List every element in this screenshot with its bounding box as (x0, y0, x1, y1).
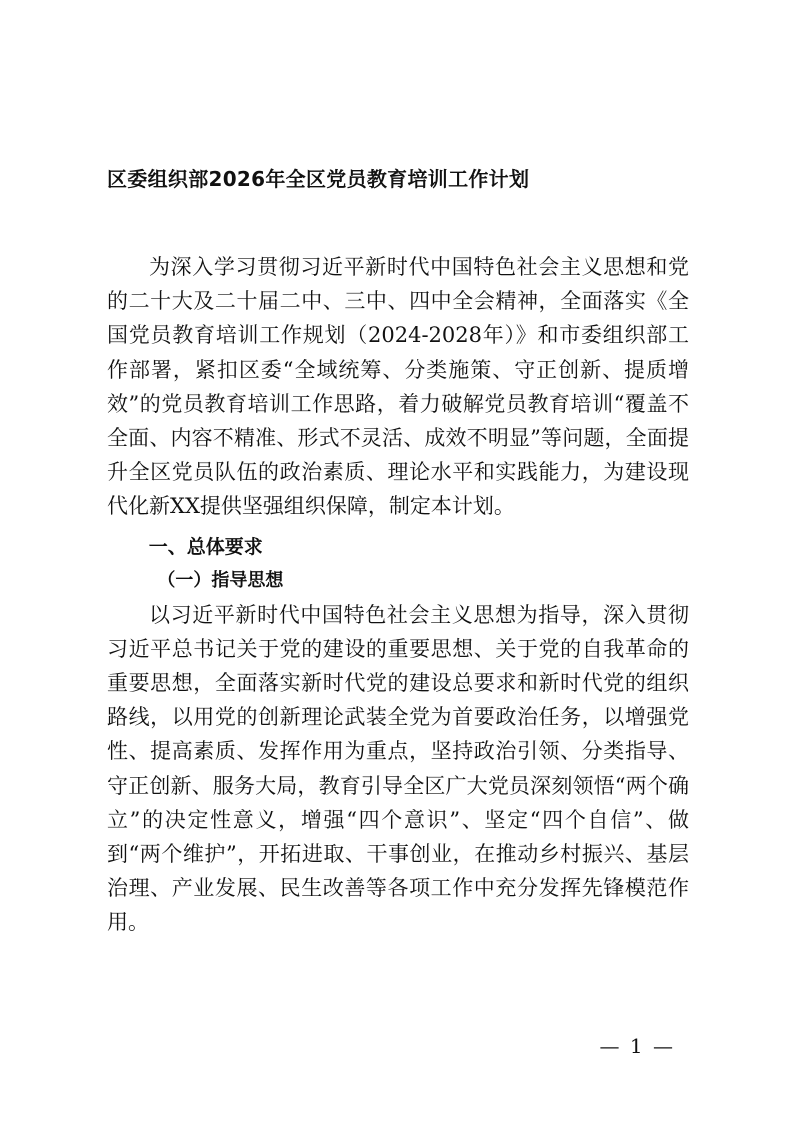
page-number: — 1 — (599, 1034, 675, 1058)
guiding-thought-paragraph: 以习近平新时代中国特色社会主义思想为指导，深入贯彻习近平总书记关于党的建设的重要思想、关于党的自我革命的重要思想，全面落实新时代党的建设总要求和新时代党的组织路线，以用党的创新理论武装全党为首要政治任务，以增强党性、提高素质、发挥作用为重点，坚持政治引领、分类指导、守正创新、服务大局，教育引导全区广大党员深刻领悟“两个确立”的决定性意义，增强“四个意识”、坚定“四个自信”、做到“两个维护”，开拓进取、干事创业，在推动乡村振兴、基层治理、产业发展、民生改善等各项工作中充分发挥先锋模范作用。 (107, 602, 689, 935)
document-body (107, 250, 689, 940)
subsection-heading-guiding-thought: （一）指导思想 (157, 569, 284, 591)
section-heading-general-requirements: 一、总体要求 (148, 535, 263, 558)
document-title: 区委组织部2026年全区党员教育培训工作计划 (107, 167, 530, 191)
intro-paragraph: 为深入学习贯彻习近平新时代中国特色社会主义思想和党的二十大及二十届二中、三中、四中全会精神，全面落实《全国党员教育培训工作规划（2024-2028年）》和市委组织部工作部署，紧扣区委“全域统筹、分类施策、守正创新、提质增效”的党员教育培训工作思路，着力破解党员教育培训“覆盖不全面、内容不精准、形式不灵活、成效不明显”等问题，全面提升全区党员队伍的政治素质、理论水平和实践能力，为建设现代化新XX提供坚强组织保障，制定本计划。 (107, 255, 689, 519)
